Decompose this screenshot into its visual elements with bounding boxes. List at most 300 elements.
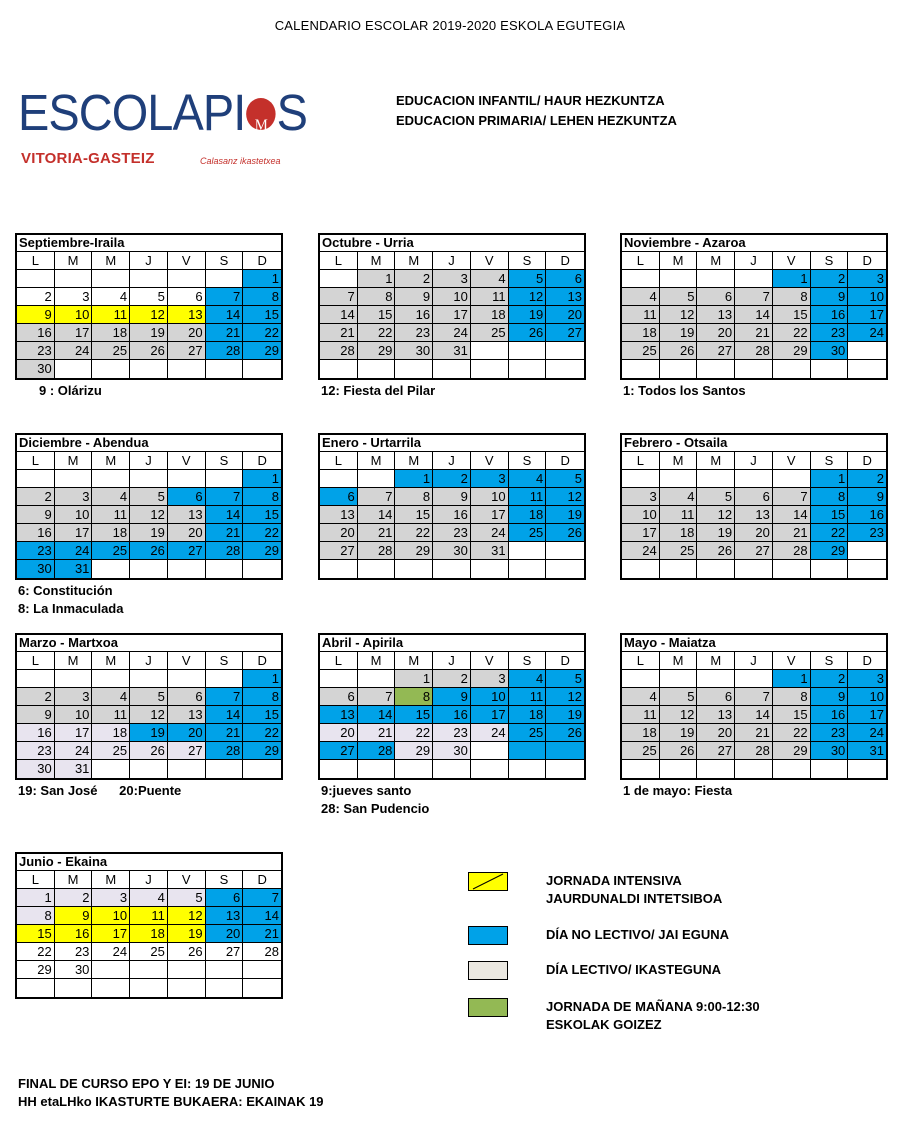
day-cell: 1 xyxy=(243,270,281,287)
weekday-label: L xyxy=(17,652,55,669)
day-cell: 14 xyxy=(358,506,396,523)
day-cell: 16 xyxy=(17,724,55,741)
day-cell: 31 xyxy=(433,342,471,359)
day-cell xyxy=(320,470,358,487)
month-notes xyxy=(15,382,283,400)
day-cell: 3 xyxy=(848,270,886,287)
month-calendar xyxy=(318,233,586,400)
day-cell: 2 xyxy=(395,270,433,287)
day-cell: 16 xyxy=(17,324,55,341)
day-cell: 28 xyxy=(773,542,811,559)
weekday-label: D xyxy=(560,653,570,668)
day-cell: 8 xyxy=(358,288,396,305)
day-cell xyxy=(471,742,509,759)
day-cell: 5 xyxy=(130,488,168,505)
day-cell: 2 xyxy=(848,470,886,487)
day-cell: 3 xyxy=(92,889,130,906)
week-row xyxy=(17,688,281,706)
day-cell: 22 xyxy=(17,943,55,960)
day-cell: 8 xyxy=(243,488,281,505)
weekday-row xyxy=(622,452,886,470)
day-cell: 9 xyxy=(55,907,93,924)
day-cell: 17 xyxy=(848,706,886,723)
day-cell: 14 xyxy=(320,306,358,323)
weekday-label: V xyxy=(168,452,206,469)
day-cell: 19 xyxy=(130,524,168,541)
weekday-label: V xyxy=(773,252,811,269)
day-cell: 13 xyxy=(735,506,773,523)
month-name: Febrero - Otsaila xyxy=(622,435,886,452)
day-cell: 16 xyxy=(395,306,433,323)
day-cell: 22 xyxy=(811,524,849,541)
weekday-label: M xyxy=(55,652,93,669)
day-cell: 18 xyxy=(622,324,660,341)
day-cell: 29 xyxy=(395,542,433,559)
day-cell: 12 xyxy=(168,907,206,924)
day-cell xyxy=(55,670,93,687)
day-cell: 15 xyxy=(243,506,281,523)
week-row xyxy=(17,925,281,943)
month-calendar xyxy=(15,233,283,400)
level-primaria: EDUCACION PRIMARIA/ LEHEN HEZKUNTZA xyxy=(396,113,677,128)
holiday-note: 1 de mayo: Fiesta xyxy=(623,783,733,798)
day-cell: 3 xyxy=(848,670,886,687)
month-grid xyxy=(318,233,586,380)
week-row xyxy=(622,470,886,488)
day-cell: 31 xyxy=(55,760,93,778)
weekday-row xyxy=(17,652,281,670)
day-cell: 8 xyxy=(243,688,281,705)
week-row xyxy=(320,524,584,542)
day-cell xyxy=(697,470,735,487)
day-cell xyxy=(660,470,698,487)
day-cell: 10 xyxy=(433,288,471,305)
day-cell: 15 xyxy=(395,706,433,723)
day-cell: 27 xyxy=(697,342,735,359)
weekday-label: D xyxy=(862,453,872,468)
school-logo xyxy=(18,84,308,178)
day-cell: 12 xyxy=(697,506,735,523)
day-cell xyxy=(546,542,584,559)
week-row xyxy=(17,270,281,288)
day-cell: 5 xyxy=(168,889,206,906)
day-cell: 16 xyxy=(811,306,849,323)
legend-item-intensive xyxy=(468,872,722,908)
weekday-label: S xyxy=(811,652,849,669)
day-cell: 5 xyxy=(697,488,735,505)
day-cell: 7 xyxy=(206,688,244,705)
day-cell xyxy=(168,760,206,778)
month-calendar xyxy=(318,633,586,818)
day-cell: 11 xyxy=(471,288,509,305)
weekday-label: J xyxy=(735,252,773,269)
day-cell: 18 xyxy=(660,524,698,541)
day-cell xyxy=(395,560,433,578)
month-grid xyxy=(318,633,586,780)
day-cell: 27 xyxy=(320,542,358,559)
week-row xyxy=(320,506,584,524)
day-cell: 17 xyxy=(55,524,93,541)
legend-text: DÍA LECTIVO/ IKASTEGUNA xyxy=(546,962,722,977)
day-cell: 8 xyxy=(17,907,55,924)
legend-swatch-blue xyxy=(468,926,508,945)
day-cell: 13 xyxy=(320,706,358,723)
day-cell: 30 xyxy=(811,742,849,759)
day-cell: 10 xyxy=(848,688,886,705)
weekday-label: M xyxy=(395,252,433,269)
day-cell: 22 xyxy=(395,724,433,741)
week-row xyxy=(622,506,886,524)
week-row xyxy=(17,670,281,688)
weekday-label: M xyxy=(55,452,93,469)
day-cell: 28 xyxy=(735,742,773,759)
day-cell: 22 xyxy=(358,324,396,341)
weekday-label: S xyxy=(811,452,849,469)
weekday-label: V xyxy=(168,252,206,269)
day-cell xyxy=(130,360,168,378)
day-cell: 10 xyxy=(471,688,509,705)
week-row xyxy=(320,742,584,760)
day-cell xyxy=(92,470,130,487)
day-cell: 21 xyxy=(243,925,281,942)
day-cell: 21 xyxy=(206,324,244,341)
day-cell: 2 xyxy=(433,470,471,487)
day-cell: 29 xyxy=(17,961,55,978)
day-cell: 16 xyxy=(433,506,471,523)
day-cell xyxy=(622,470,660,487)
day-cell: 23 xyxy=(17,542,55,559)
weekday-label: M xyxy=(92,871,130,888)
weekday-label: J xyxy=(130,252,168,269)
holiday-note: 9:jueves santo xyxy=(321,783,412,798)
day-cell: 10 xyxy=(55,306,93,323)
day-cell: 7 xyxy=(320,288,358,305)
week-row xyxy=(17,324,281,342)
day-cell: 19 xyxy=(660,724,698,741)
day-cell: 9 xyxy=(17,706,55,723)
day-cell: 23 xyxy=(17,342,55,359)
day-cell xyxy=(55,470,93,487)
weekday-label: J xyxy=(735,652,773,669)
day-cell xyxy=(811,560,849,578)
day-cell: 29 xyxy=(243,542,281,559)
week-row xyxy=(320,542,584,560)
day-cell: 20 xyxy=(168,724,206,741)
day-cell xyxy=(622,560,660,578)
week-row xyxy=(622,306,886,324)
day-cell: 19 xyxy=(660,324,698,341)
day-cell xyxy=(546,760,584,778)
day-cell: 31 xyxy=(55,560,93,578)
month-grid xyxy=(15,852,283,999)
day-cell xyxy=(130,670,168,687)
day-cell: 9 xyxy=(17,306,55,323)
day-cell: 6 xyxy=(206,889,244,906)
day-cell: 27 xyxy=(168,742,206,759)
day-cell xyxy=(206,360,244,378)
day-cell: 20 xyxy=(168,324,206,341)
day-cell xyxy=(848,360,886,378)
week-row xyxy=(17,524,281,542)
day-cell xyxy=(168,670,206,687)
day-cell: 28 xyxy=(320,342,358,359)
day-cell: 9 xyxy=(811,288,849,305)
day-cell xyxy=(811,760,849,778)
day-cell: 23 xyxy=(848,524,886,541)
day-cell xyxy=(17,670,55,687)
day-cell: 20 xyxy=(735,524,773,541)
day-cell: 5 xyxy=(130,288,168,305)
day-cell xyxy=(660,560,698,578)
day-cell xyxy=(735,270,773,287)
day-cell: 24 xyxy=(848,724,886,741)
day-cell xyxy=(206,979,244,997)
education-levels xyxy=(396,91,677,131)
day-cell xyxy=(243,979,281,997)
day-cell: 11 xyxy=(622,706,660,723)
weekday-label: M xyxy=(92,252,130,269)
weekday-row xyxy=(17,452,281,470)
day-cell: 18 xyxy=(471,306,509,323)
day-cell: 3 xyxy=(55,688,93,705)
weekday-label: V xyxy=(471,652,509,669)
day-cell xyxy=(848,560,886,578)
day-cell xyxy=(320,670,358,687)
week-row xyxy=(622,342,886,360)
month-name: Abril - Apirila xyxy=(320,635,584,652)
day-cell: 29 xyxy=(243,342,281,359)
day-cell: 21 xyxy=(320,324,358,341)
weekday-label: L xyxy=(17,871,55,888)
day-cell: 2 xyxy=(17,688,55,705)
day-cell xyxy=(773,470,811,487)
day-cell: 20 xyxy=(206,925,244,942)
weekday-row xyxy=(17,252,281,270)
day-cell: 20 xyxy=(697,724,735,741)
week-row xyxy=(320,324,584,342)
day-cell: 21 xyxy=(206,724,244,741)
day-cell: 9 xyxy=(433,688,471,705)
weekday-label: M xyxy=(92,652,130,669)
day-cell: 14 xyxy=(206,506,244,523)
day-cell: 6 xyxy=(697,688,735,705)
day-cell: 18 xyxy=(92,324,130,341)
day-cell: 26 xyxy=(697,542,735,559)
day-cell: 4 xyxy=(471,270,509,287)
day-cell: 12 xyxy=(130,706,168,723)
day-cell xyxy=(17,470,55,487)
day-cell: 29 xyxy=(358,342,396,359)
day-cell: 8 xyxy=(773,688,811,705)
week-row xyxy=(622,488,886,506)
month-grid xyxy=(620,233,888,380)
day-cell: 11 xyxy=(130,907,168,924)
day-cell: 24 xyxy=(433,324,471,341)
day-cell: 6 xyxy=(320,488,358,505)
day-cell: 5 xyxy=(660,688,698,705)
weekday-label: J xyxy=(130,652,168,669)
weekday-label: L xyxy=(17,252,55,269)
day-cell: 16 xyxy=(848,506,886,523)
day-cell: 4 xyxy=(660,488,698,505)
day-cell xyxy=(168,560,206,578)
week-row xyxy=(622,288,886,306)
day-cell: 21 xyxy=(358,524,396,541)
day-cell xyxy=(206,760,244,778)
day-cell xyxy=(130,961,168,978)
day-cell: 11 xyxy=(92,306,130,323)
weekday-label: V xyxy=(168,871,206,888)
weekday-label: M xyxy=(660,652,698,669)
day-cell: 13 xyxy=(697,306,735,323)
day-cell: 22 xyxy=(243,324,281,341)
day-cell: 3 xyxy=(55,488,93,505)
day-cell: 30 xyxy=(17,360,55,378)
day-cell: 18 xyxy=(509,506,547,523)
weekday-label: J xyxy=(433,252,471,269)
logo-city: VITORIA-GASTEIZ xyxy=(21,150,155,167)
week-row xyxy=(17,979,281,997)
day-cell: 17 xyxy=(55,724,93,741)
weekday-label: S xyxy=(206,652,244,669)
day-cell xyxy=(243,360,281,378)
day-cell: 26 xyxy=(660,342,698,359)
day-cell xyxy=(320,360,358,378)
month-notes xyxy=(318,382,586,400)
day-cell: 11 xyxy=(92,506,130,523)
weekday-label: D xyxy=(257,253,267,268)
day-cell: 25 xyxy=(92,742,130,759)
month-grid xyxy=(15,433,283,580)
day-cell: 27 xyxy=(206,943,244,960)
weekday-label: M xyxy=(395,452,433,469)
day-cell xyxy=(735,560,773,578)
weekday-label: V xyxy=(168,652,206,669)
month-notes xyxy=(318,782,586,818)
week-row xyxy=(622,270,886,288)
day-cell xyxy=(395,360,433,378)
day-cell: 24 xyxy=(622,542,660,559)
day-cell: 25 xyxy=(471,324,509,341)
month-grid xyxy=(620,633,888,780)
weekday-label: L xyxy=(622,252,660,269)
day-cell xyxy=(735,760,773,778)
day-cell: 29 xyxy=(773,342,811,359)
day-cell xyxy=(622,360,660,378)
day-cell: 17 xyxy=(622,524,660,541)
legend-text: JORNADA DE MAÑANA 9:00-12:30 ESKOLAK GOIZEZ xyxy=(546,999,760,1032)
day-cell: 17 xyxy=(92,925,130,942)
day-cell: 26 xyxy=(130,542,168,559)
day-cell xyxy=(697,360,735,378)
weekday-label: M xyxy=(55,871,93,888)
weekday-label: D xyxy=(560,453,570,468)
day-cell: 29 xyxy=(243,742,281,759)
month-name: Octubre - Urria xyxy=(320,235,584,252)
day-cell: 6 xyxy=(320,688,358,705)
day-cell: 17 xyxy=(433,306,471,323)
day-cell xyxy=(168,270,206,287)
weekday-label: M xyxy=(55,252,93,269)
day-cell: 9 xyxy=(811,688,849,705)
weekday-row xyxy=(622,252,886,270)
day-cell: 8 xyxy=(395,488,433,505)
holiday-note: 1: Todos los Santos xyxy=(623,383,746,398)
day-cell: 2 xyxy=(811,270,849,287)
day-cell: 26 xyxy=(130,742,168,759)
day-cell: 1 xyxy=(395,470,433,487)
day-cell: 16 xyxy=(811,706,849,723)
day-cell: 20 xyxy=(697,324,735,341)
day-cell: 25 xyxy=(509,724,547,741)
day-cell: 27 xyxy=(168,542,206,559)
week-row xyxy=(17,907,281,925)
day-cell xyxy=(206,670,244,687)
weekday-label: S xyxy=(206,871,244,888)
day-cell xyxy=(55,270,93,287)
day-cell: 18 xyxy=(92,724,130,741)
day-cell: 2 xyxy=(811,670,849,687)
day-cell: 7 xyxy=(358,488,396,505)
day-cell: 6 xyxy=(546,270,584,287)
day-cell xyxy=(546,360,584,378)
weekday-label: M xyxy=(92,452,130,469)
day-cell: 12 xyxy=(660,306,698,323)
day-cell: 26 xyxy=(509,324,547,341)
day-cell xyxy=(433,360,471,378)
day-cell xyxy=(206,470,244,487)
day-cell: 2 xyxy=(55,889,93,906)
day-cell: 9 xyxy=(433,488,471,505)
weekday-label: J xyxy=(735,452,773,469)
month-notes xyxy=(15,582,283,618)
day-cell: 19 xyxy=(546,506,584,523)
day-cell xyxy=(395,760,433,778)
day-cell: 5 xyxy=(546,670,584,687)
day-cell: 25 xyxy=(660,542,698,559)
day-cell: 4 xyxy=(92,688,130,705)
day-cell xyxy=(92,560,130,578)
day-cell: 7 xyxy=(773,488,811,505)
weekday-row xyxy=(320,452,584,470)
month-notes xyxy=(620,382,888,400)
week-row xyxy=(622,706,886,724)
day-cell xyxy=(848,342,886,359)
day-cell xyxy=(130,270,168,287)
day-cell: 15 xyxy=(243,306,281,323)
day-cell: 27 xyxy=(320,742,358,759)
logo-wordmark: ESCOLAPI M S xyxy=(18,84,308,141)
legend-swatch-yellow xyxy=(468,872,508,891)
weekday-label: L xyxy=(320,652,358,669)
day-cell: 14 xyxy=(773,506,811,523)
day-cell: 27 xyxy=(168,342,206,359)
weekday-label: M xyxy=(358,252,396,269)
week-row xyxy=(622,524,886,542)
weekday-row xyxy=(17,871,281,889)
day-cell: 15 xyxy=(243,706,281,723)
weekday-label: D xyxy=(257,453,267,468)
day-cell: 1 xyxy=(773,670,811,687)
day-cell xyxy=(206,270,244,287)
weekday-label: M xyxy=(697,252,735,269)
week-row xyxy=(320,760,584,778)
day-cell xyxy=(320,560,358,578)
day-cell: 9 xyxy=(17,506,55,523)
day-cell xyxy=(735,470,773,487)
day-cell: 11 xyxy=(622,306,660,323)
day-cell xyxy=(811,360,849,378)
